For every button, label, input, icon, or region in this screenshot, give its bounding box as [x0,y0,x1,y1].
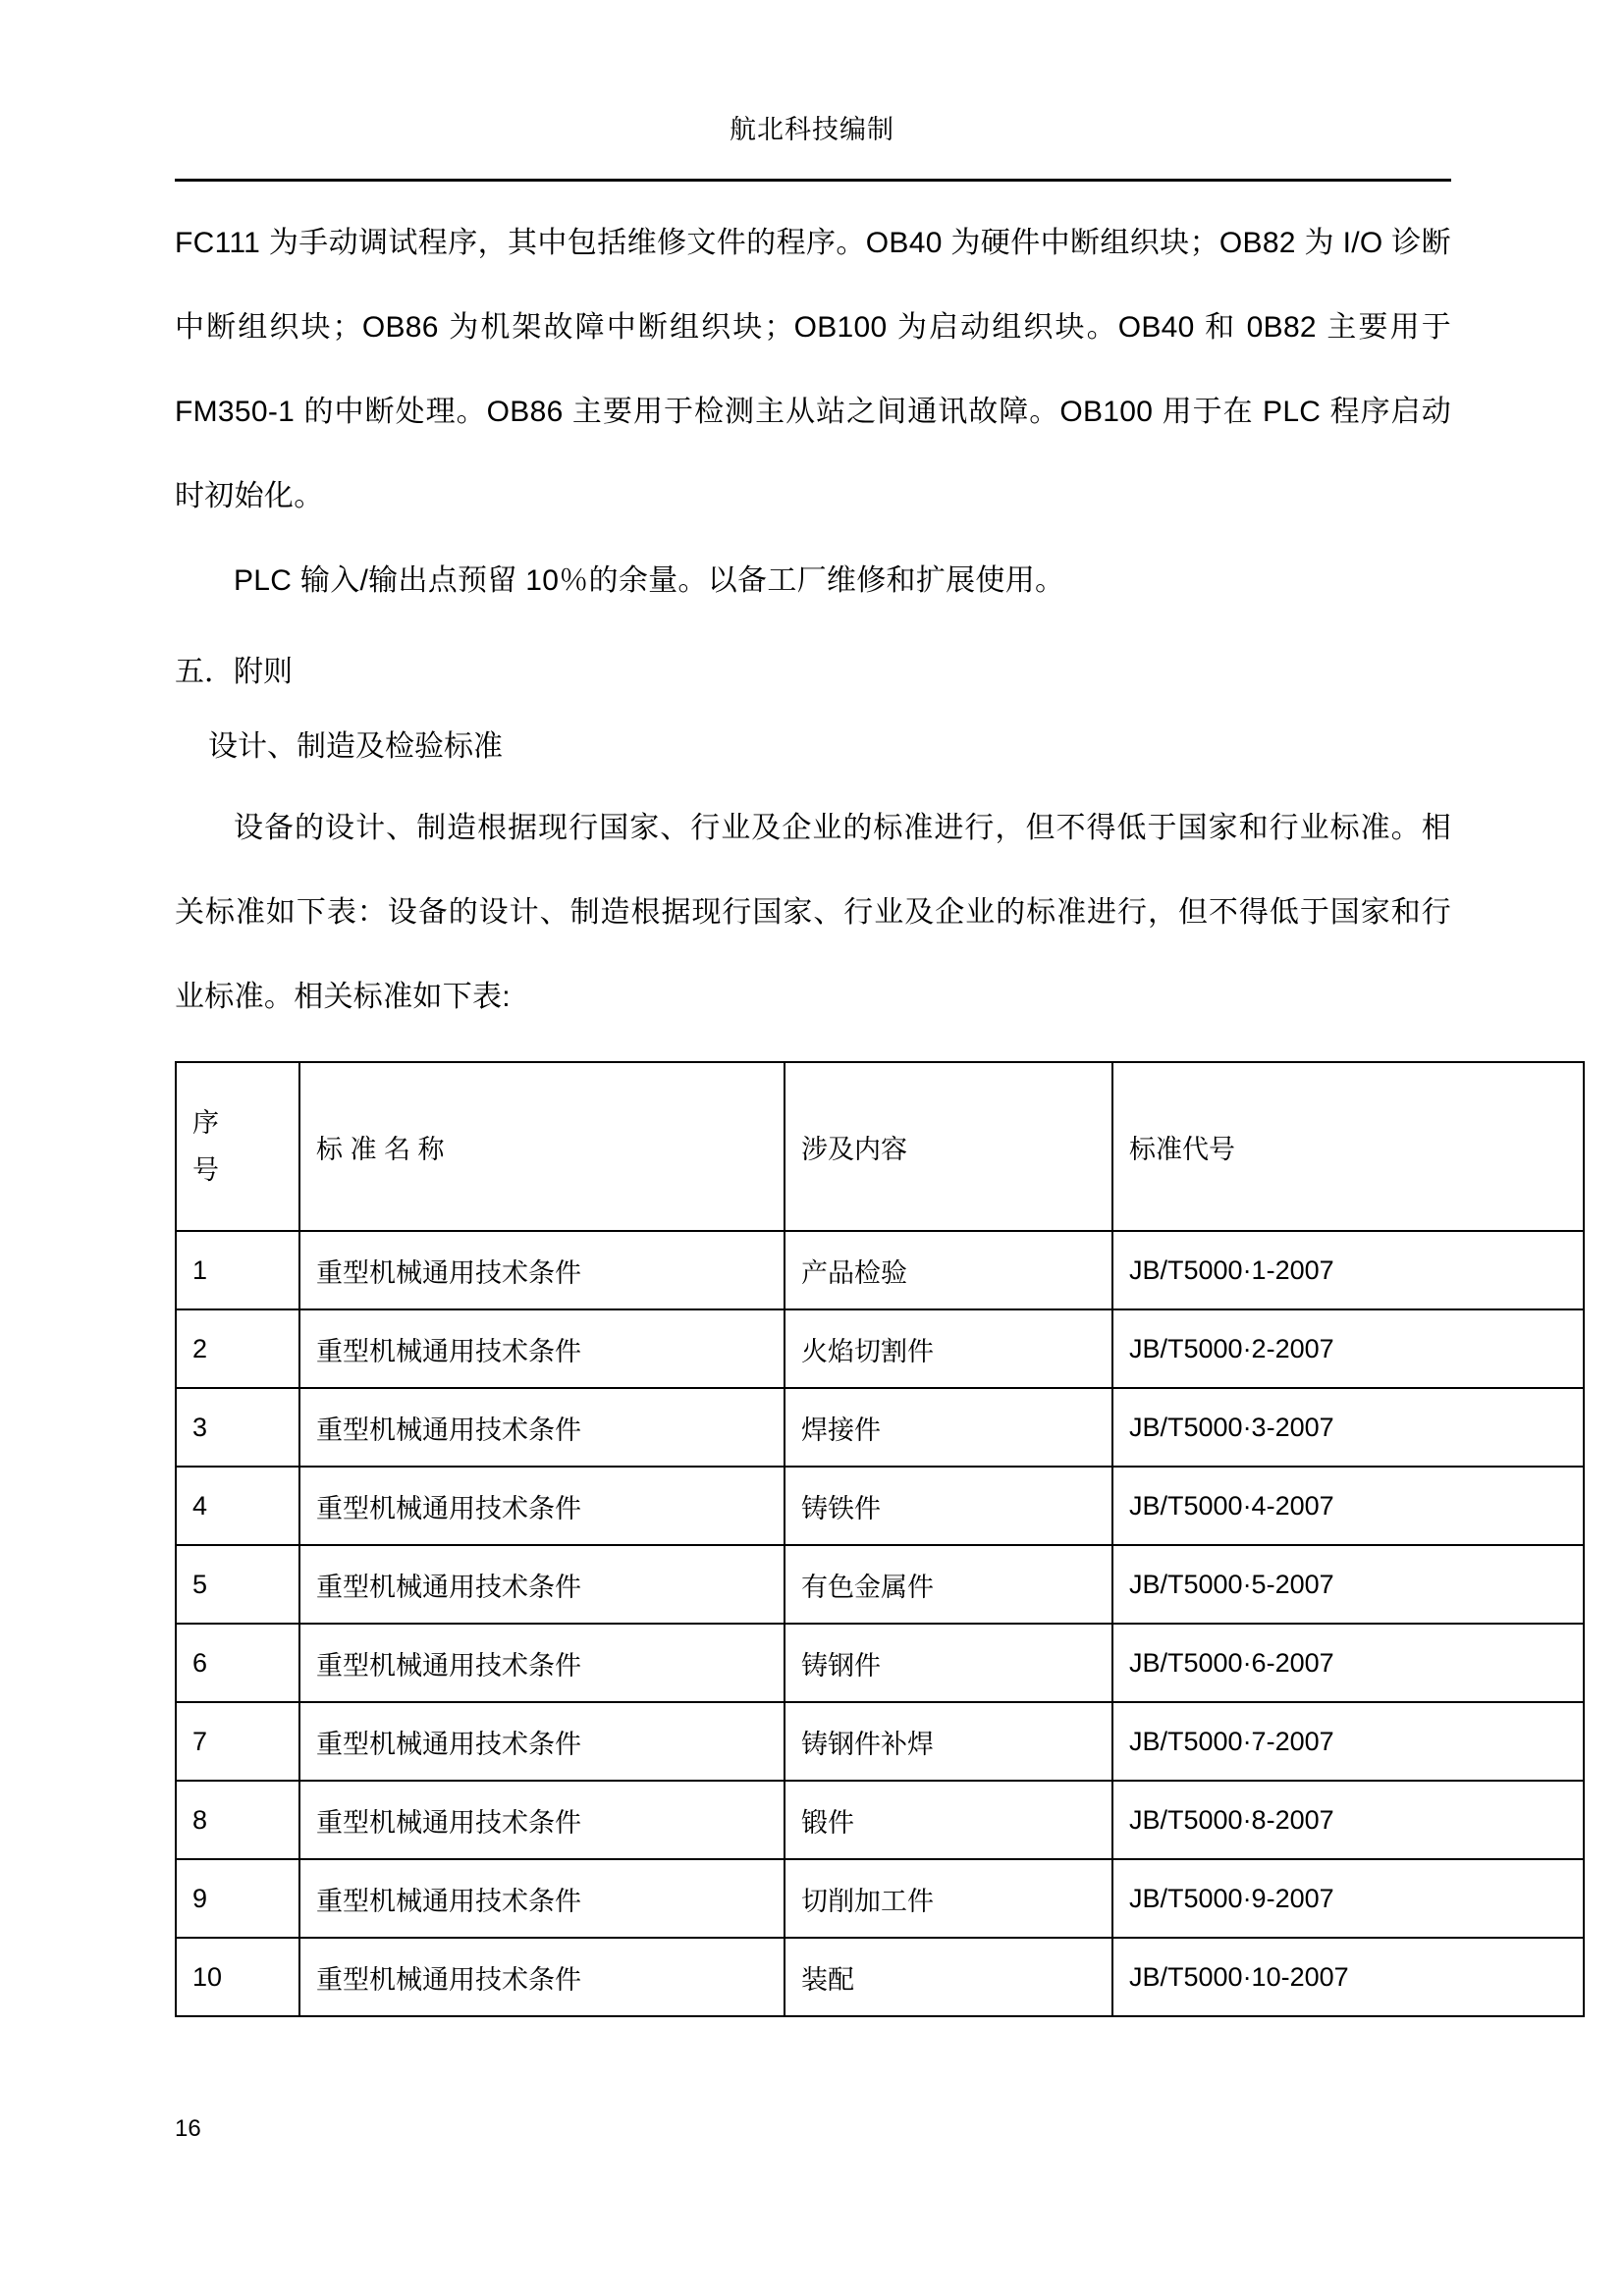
cell-name: 重型机械通用技术条件 [299,1231,785,1309]
table-row [176,1467,1584,1545]
table-row [176,1231,1584,1309]
cell-code: JB/T5000·1-2007 [1112,1231,1584,1309]
section-heading: 五．附则 [175,656,293,688]
cell-scope: 锻件 [785,1781,1112,1859]
table-row [176,1859,1584,1938]
standards-table [175,1061,1585,2017]
cell-index: 8 [176,1781,299,1859]
table-row [176,1702,1584,1781]
cell-name: 重型机械通用技术条件 [299,1938,785,2016]
cell-code: JB/T5000·2-2007 [1112,1309,1584,1388]
cell-scope: 铸钢件 [785,1624,1112,1702]
cell-code: JB/T5000·7-2007 [1112,1702,1584,1781]
cell-code: JB/T5000·6-2007 [1112,1624,1584,1702]
page-content [175,201,1451,2017]
cell-scope: 铸铁件 [785,1467,1112,1545]
cell-code: JB/T5000·3-2007 [1112,1388,1584,1467]
page-header: 航北科技编制 [730,115,894,144]
cell-code: JB/T5000·5-2007 [1112,1545,1584,1624]
cell-name: 重型机械通用技术条件 [299,1545,785,1624]
cell-code: JB/T5000·8-2007 [1112,1781,1584,1859]
cell-index: 2 [176,1309,299,1388]
cell-name: 重型机械通用技术条件 [299,1781,785,1859]
cell-index: 9 [176,1859,299,1938]
table-row [176,1309,1584,1388]
cell-scope: 焊接件 [785,1388,1112,1467]
header-divider [175,179,1451,182]
table-row [176,1781,1584,1859]
cell-scope: 切削加工件 [785,1859,1112,1938]
table-row [176,1624,1584,1702]
paragraph-1: FC111 为手动调试程序，其中包括维修文件的程序。OB40 为硬件中断组织块；OB82 为 I/O 诊断中断组织块；OB86 为机架故障中断组织块；OB100 为启动组织块。OB40 和 0B82 主要用于 FM350-1 的中断处理。OB86 主要用于检测主从站之间通讯故障。OB100 用于在 PLC 程序启动时初始化。 [175,227,1451,512]
cell-index: 4 [176,1467,299,1545]
cell-index: 3 [176,1388,299,1467]
header-scope: 涉及内容 [785,1062,1112,1231]
cell-index: 10 [176,1938,299,2016]
table-row [176,1938,1584,2016]
page-number: 16 [175,2115,201,2142]
header-name: 标 准 名 称 [299,1062,785,1231]
sub-heading: 设计、制造及检验标准 [208,730,503,763]
cell-scope: 产品检验 [785,1231,1112,1309]
header-index-line1: 序 [192,1108,219,1138]
header-index [176,1062,299,1231]
cell-name: 重型机械通用技术条件 [299,1388,785,1467]
cell-code: JB/T5000·10-2007 [1112,1938,1584,2016]
cell-scope: 铸钢件补焊 [785,1702,1112,1781]
header-code: 标准代号 [1112,1062,1584,1231]
paragraph-2: PLC 输入/输出点预留 10％的余量。以备工厂维修和扩展使用。 [234,564,1065,597]
cell-scope: 装配 [785,1938,1112,2016]
table-row [176,1545,1584,1624]
header-index-line2: 号 [192,1155,219,1185]
cell-name: 重型机械通用技术条件 [299,1702,785,1781]
table-row [176,1388,1584,1467]
cell-code: JB/T5000·4-2007 [1112,1467,1584,1545]
cell-name: 重型机械通用技术条件 [299,1859,785,1938]
cell-scope: 有色金属件 [785,1545,1112,1624]
cell-name: 重型机械通用技术条件 [299,1467,785,1545]
cell-index: 7 [176,1702,299,1781]
cell-name: 重型机械通用技术条件 [299,1309,785,1388]
cell-index: 1 [176,1231,299,1309]
cell-scope: 火焰切割件 [785,1309,1112,1388]
cell-name: 重型机械通用技术条件 [299,1624,785,1702]
cell-index: 6 [176,1624,299,1702]
cell-index: 5 [176,1545,299,1624]
cell-code: JB/T5000·9-2007 [1112,1859,1584,1938]
paragraph-3: 设备的设计、制造根据现行国家、行业及企业的标准进行，但不得低于国家和行业标准。相关标准如下表：设备的设计、制造根据现行国家、行业及企业的标准进行，但不得低于国家和行业标准。相关标准如下表: [175,812,1451,1013]
table-header-row [176,1062,1584,1231]
